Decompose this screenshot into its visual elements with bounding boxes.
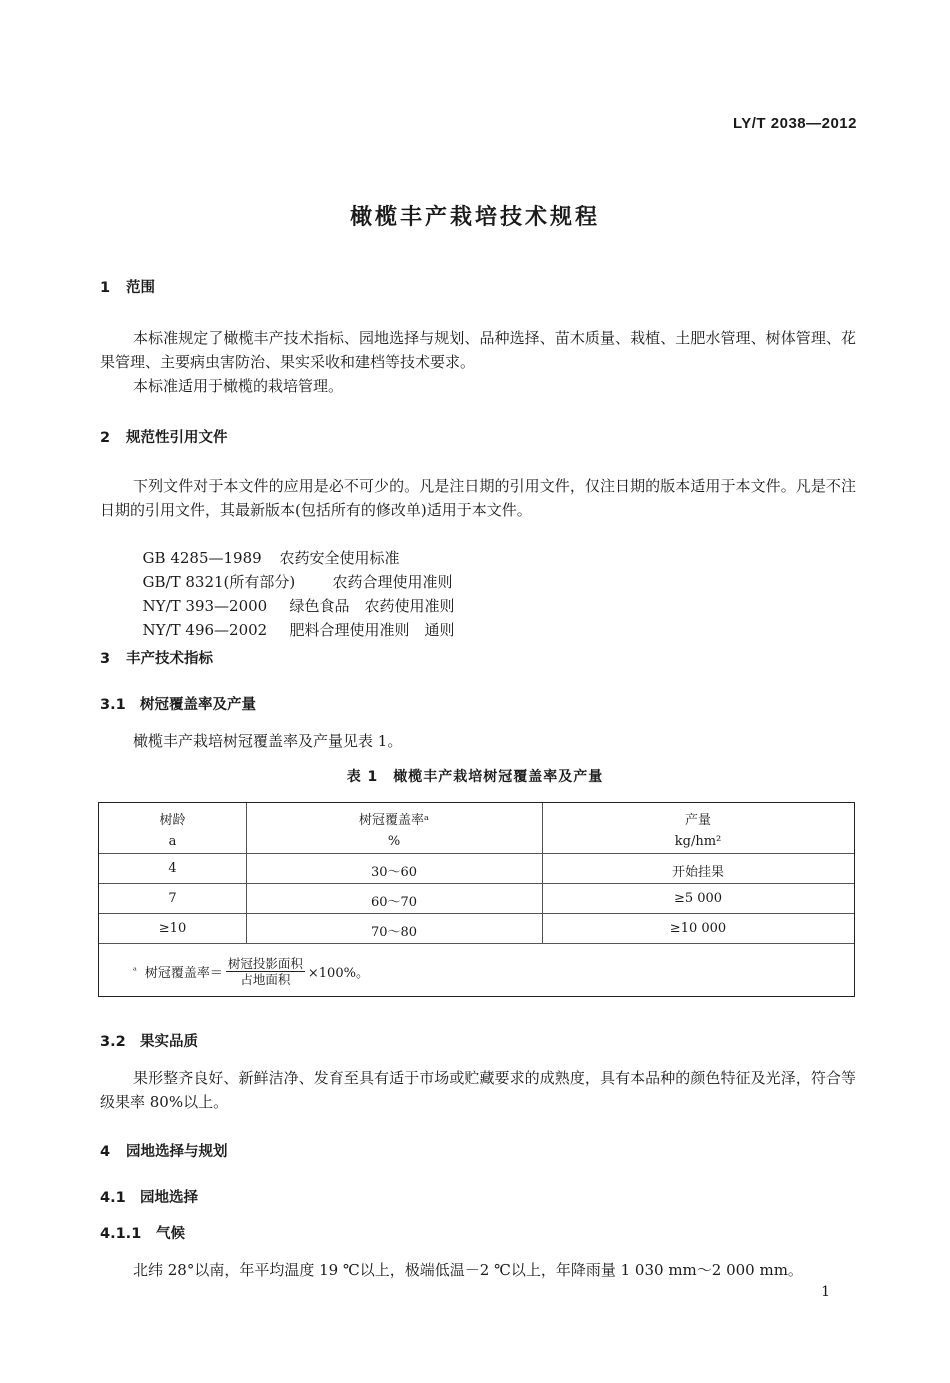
section-title: 树冠覆盖率及产量: [140, 697, 256, 713]
section-4-1-1-paragraph: 北纬 28°以南，年平均温度 19 ℃以上，极端低温－2 ℃以上，年降雨量 1 030 mm～2 000 mm。: [133, 1261, 803, 1279]
section-title: 气候: [156, 1226, 185, 1242]
reference-name: 农药安全使用标准: [279, 549, 400, 567]
table-cell: ≥10: [158, 921, 187, 936]
table-caption: 表 1 橄榄丰产栽培树冠覆盖率及产量: [346, 769, 604, 785]
header-unit: %: [387, 834, 401, 849]
section-title: 果实品质: [140, 1034, 198, 1050]
standard-code: LY/T 2038—2012: [732, 115, 857, 132]
table-cell: 开始挂果: [671, 865, 724, 880]
section-title: 丰产技术指标: [126, 651, 213, 667]
header-name: 树龄: [159, 813, 186, 828]
table-footnote: [133, 956, 369, 987]
table-divider: [99, 883, 854, 884]
fraction-denominator: 占地面积: [240, 972, 291, 987]
section-title: 范围: [126, 280, 155, 296]
table-divider: [99, 853, 854, 854]
reference-code: NY/T 393—2000: [142, 597, 268, 615]
header-unit: kg/hm²: [674, 834, 722, 849]
section-3-2-paragraph: 果形整齐良好、新鲜洁净、发育至具有适于市场或贮藏要求的成熟度，具有本品种的颜色特征及光泽，符合等级果率 80%以上。: [100, 1069, 856, 1111]
table-cell: 7: [168, 891, 177, 906]
heading-section-3: [100, 647, 213, 668]
reference-name: 农药合理使用准则: [332, 573, 453, 591]
section-number: 3.2: [100, 1034, 126, 1050]
table-header-cell: [246, 809, 542, 849]
section-number: 2: [100, 430, 111, 446]
table-cell: 30～60: [370, 865, 418, 880]
section-1-paragraph-2: 本标准适用于橄榄的栽培管理。: [133, 377, 344, 395]
footnote-rhs: ×100%。: [307, 966, 369, 981]
document-title: 橄榄丰产栽培技术规程: [349, 205, 600, 230]
footnote-fraction: [226, 956, 305, 987]
reference-code: GB/T 8321(所有部分): [142, 573, 296, 591]
section-number: 4.1: [100, 1190, 126, 1206]
footnote-lhs: 树冠覆盖率＝: [144, 966, 223, 981]
header-unit: a: [168, 834, 177, 849]
table-cell: 60～70: [370, 895, 418, 910]
reference-code: NY/T 496—2002: [142, 621, 268, 639]
heading-section-3-2: [100, 1030, 198, 1051]
table-header-cell: [99, 809, 246, 849]
section-number: 3.1: [100, 697, 126, 713]
heading-section-4-1: [100, 1186, 198, 1207]
section-2-paragraph-1: 下列文件对于本文件的应用是必不可少的。凡是注日期的引用文件，仅注日期的版本适用于本文件。凡是不注日期的引用文件，其最新版本(包括所有的修改单)适用于本文件。: [100, 477, 856, 519]
reference-item: [133, 594, 455, 642]
section-number: 4: [100, 1144, 111, 1160]
fraction-numerator: 树冠投影面积: [227, 956, 303, 971]
section-number: 4.1.1: [100, 1226, 142, 1242]
table-divider: [99, 913, 854, 914]
heading-section-3-1: [100, 693, 256, 714]
section-title: 园地选择: [140, 1190, 198, 1206]
table-divider: [99, 943, 854, 944]
table-cell: 70～80: [370, 925, 418, 940]
table-header-cell: [542, 809, 854, 849]
table-cell: ≥5 000: [673, 891, 723, 906]
section-number: 1: [100, 280, 111, 296]
reference-code: GB 4285—1989: [142, 549, 262, 567]
header-name: 产量: [684, 813, 711, 828]
heading-section-4-1-1: [100, 1222, 185, 1243]
table-cell: ≥10 000: [669, 921, 727, 936]
footnote-mark: ᵃ: [133, 966, 137, 977]
heading-section-2: [100, 426, 228, 447]
section-title: 规范性引用文件: [126, 430, 228, 446]
data-table: [98, 802, 855, 997]
heading-section-1: [100, 276, 155, 297]
section-title: 园地选择与规划: [126, 1144, 228, 1160]
section-number: 3: [100, 651, 111, 667]
reference-name: 绿色食品 农药使用准则: [289, 597, 455, 615]
table-cell: 4: [168, 861, 177, 876]
section-3-1-paragraph: 橄榄丰产栽培树冠覆盖率及产量见表 1。: [133, 732, 403, 750]
reference-name: 肥料合理使用准则 通则: [289, 621, 455, 639]
section-1-paragraph-1: 本标准规定了橄榄丰产技术指标、园地选择与规划、品种选择、苗木质量、栽植、土肥水管理、树体管理、花果管理、主要病虫害防治、果实采收和建档等技术要求。: [100, 329, 856, 371]
heading-section-4: [100, 1140, 228, 1161]
header-name: 树冠覆盖率ᵃ: [358, 813, 429, 828]
page-number: 1: [821, 1284, 830, 1300]
